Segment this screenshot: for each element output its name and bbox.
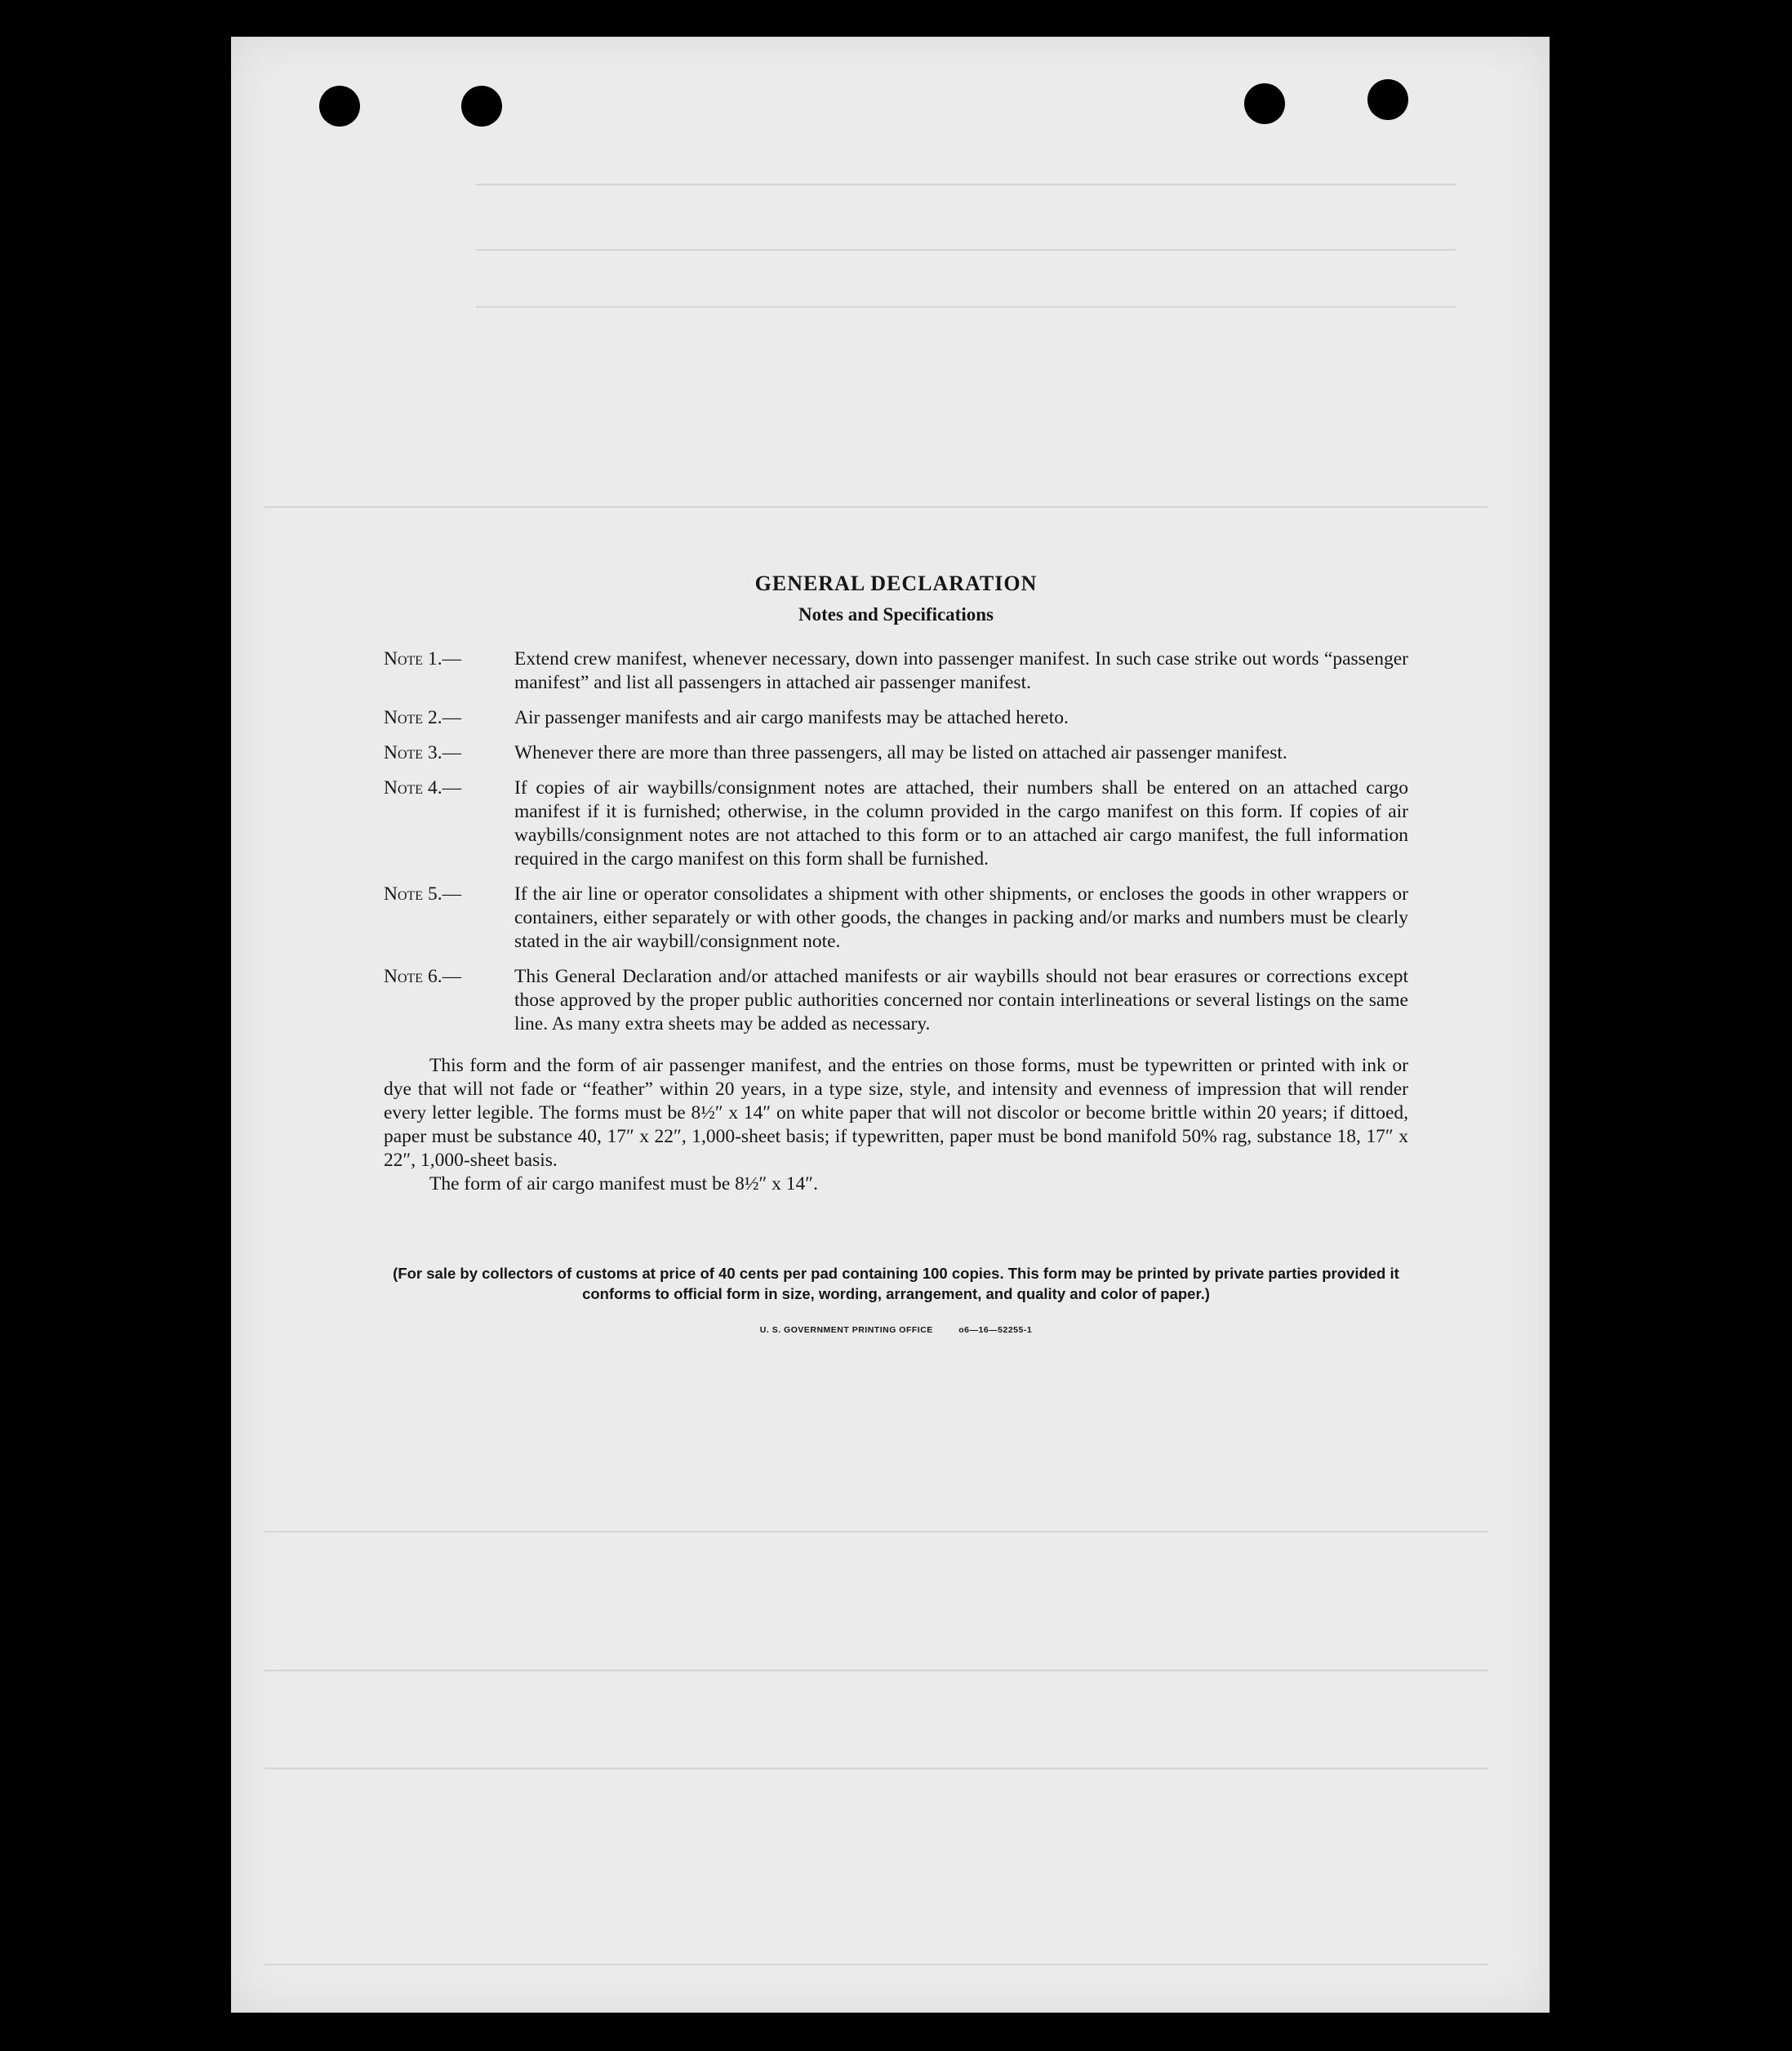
declaration-notes — [384, 567, 1408, 1335]
bleed-through-line — [264, 1670, 1488, 1671]
notes-list — [384, 647, 1408, 1036]
bleed-through-line — [476, 249, 1456, 251]
bleed-through-line — [264, 1531, 1488, 1533]
bleed-through-line — [476, 184, 1456, 185]
punch-hole-right-1 — [1244, 83, 1285, 124]
bleed-through-line — [476, 306, 1456, 308]
sale-notice: (For sale by collectors of customs at price of 40 cents per pad containing 100 copies. This form may be printed by private parties provided it conforms to official form in size, wording, arrangement, and quality and color of paper.) — [393, 1265, 1399, 1302]
punch-hole-left-1 — [319, 86, 360, 127]
bleed-through-line — [264, 506, 1488, 508]
note-label: Note 3.— — [384, 742, 462, 763]
punch-hole-right-2 — [1367, 79, 1408, 120]
note-item — [384, 647, 1408, 695]
punch-hole-left-2 — [461, 86, 502, 127]
note-label: Note 1.— — [384, 648, 462, 670]
note-item — [384, 776, 1408, 871]
note-label: Note 6.— — [384, 966, 462, 987]
note-item — [384, 706, 1408, 730]
document-subtitle: Notes and Specifications — [798, 604, 994, 625]
note-text: Air passenger manifests and air cargo manifests may be attached hereto. — [514, 707, 1069, 728]
note-label: Note 4.— — [384, 777, 462, 799]
note-item — [384, 741, 1408, 765]
note-text: This General Declaration and/or attached manifests or air waybills should not bear erasures or corrections except those approved by the proper public authorities concerned nor contain interlineations or several listings on the same line. As many extra sheets may be added as necessary. — [514, 966, 1408, 1034]
document-page — [231, 37, 1550, 2013]
bleed-through-line — [264, 1964, 1488, 1965]
note-label: Note 2.— — [384, 707, 462, 728]
print-code: o6—16—52255-1 — [958, 1325, 1033, 1335]
note-text: If the air line or operator consolidates a shipment with other shipments, or encloses the goods in other wrappers or containers, either separately or with other goods, the changes in packing and/or marks and numbers must be clearly stated in the air waybill/consignment note. — [514, 883, 1408, 952]
form-specification-paragraph: This form and the form of air passenger manifest, and the entries on those forms, must be typewritten or printed with ink or dye that will not fade or “feather” within 20 years, in a type size, style, and intensity and evenness of impression that will render every letter legible. The forms must be 8½″ x 14″ on white paper that will not discolor or become brittle within 20 years; if dittoed, paper must be substance 40, 17″ x 22″, 1,000-sheet basis; if typewritten, paper must be bond manifold 50% rag, substance 18, 17″ x 22″, 1,000-sheet basis. — [384, 1055, 1408, 1171]
bleed-through-line — [264, 1768, 1488, 1769]
document-title: GENERAL DECLARATION — [754, 572, 1038, 595]
note-text: Whenever there are more than three passengers, all may be listed on attached air passenger manifest. — [514, 742, 1287, 763]
note-label: Note 5.— — [384, 883, 462, 905]
printer-name: U. S. GOVERNMENT PRINTING OFFICE — [759, 1325, 933, 1335]
printer-imprint — [384, 1325, 1408, 1335]
cargo-manifest-size-note: The form of air cargo manifest must be 8½″ x 14″. — [429, 1173, 818, 1195]
note-text: Extend crew manifest, whenever necessary, down into passenger manifest. In such case strike out words “passenger manifest” and list all passengers in attached air passenger manifest. — [514, 648, 1408, 693]
note-item — [384, 965, 1408, 1036]
note-text: If copies of air waybills/consignment notes are attached, their numbers shall be entered on an attached cargo manifest if it is furnished; otherwise, in the column provided in the cargo manifest on this form. If copies of air waybills/consignment notes are not attached to this form or to an attached air cargo manifest, the full information required in the cargo manifest on this form shall be furnished. — [514, 777, 1408, 870]
note-item — [384, 883, 1408, 954]
